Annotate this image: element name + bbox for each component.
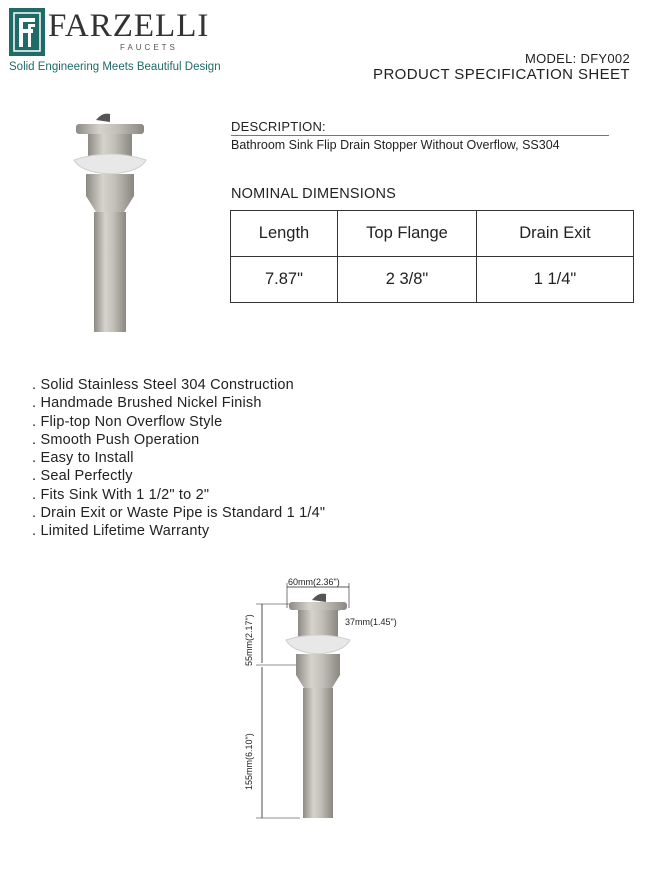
list-item: . Fits Sink With 1 1/2" to 2" [32, 486, 210, 503]
flange-width-label: 60mm(2.36") [288, 577, 340, 587]
description-text: Bathroom Sink Flip Drain Stopper Without Overflow, SS304 [231, 138, 560, 152]
list-item: . Solid Stainless Steel 304 Construction [32, 377, 294, 393]
dimensions-table [230, 210, 634, 303]
table-cell: 7.87" [231, 257, 338, 303]
list-item: . Easy to Install [32, 450, 134, 467]
brand-name: FARZELLI [48, 8, 210, 44]
feature-list [32, 376, 325, 541]
list-item: . Handmade Brushed Nickel Finish [32, 395, 262, 412]
model-number: MODEL: DFY002 [524, 51, 630, 66]
table-header-row [231, 211, 634, 257]
table-cell: 2 3/8" [338, 257, 477, 303]
table-header-cell: Drain Exit [477, 211, 634, 257]
sheet-title: PRODUCT SPECIFICATION SHEET [373, 66, 630, 83]
brand-subtitle: FAUCETS [120, 43, 178, 52]
list-item: . Seal Perfectly [32, 468, 133, 485]
brand-logo-icon [9, 8, 45, 56]
table-header-cell: Top Flange [338, 211, 477, 257]
description-divider [231, 135, 609, 136]
table-cell: 1 1/4" [477, 257, 634, 303]
body-height-label: 37mm(1.45") [345, 617, 397, 627]
top-section-label: 55mm(2.17") [244, 614, 254, 666]
list-item: . Drain Exit or Waste Pipe is Standard 1 1/4" [32, 505, 326, 522]
list-item: . Limited Lifetime Warranty [32, 523, 210, 540]
product-photo [70, 110, 150, 340]
brand-tagline: Solid Engineering Meets Beautiful Design [9, 61, 221, 73]
dimensions-title: NOMINAL DIMENSIONS [231, 186, 396, 202]
list-item: . Flip-top Non Overflow Style [32, 413, 223, 430]
dimension-diagram [240, 580, 430, 835]
tail-length-label: 155mm(6.10") [244, 733, 254, 790]
table-row [231, 257, 634, 303]
list-item: . Smooth Push Operation [32, 431, 200, 448]
table-header-cell: Length [231, 211, 338, 257]
description-label: DESCRIPTION: [231, 119, 326, 134]
